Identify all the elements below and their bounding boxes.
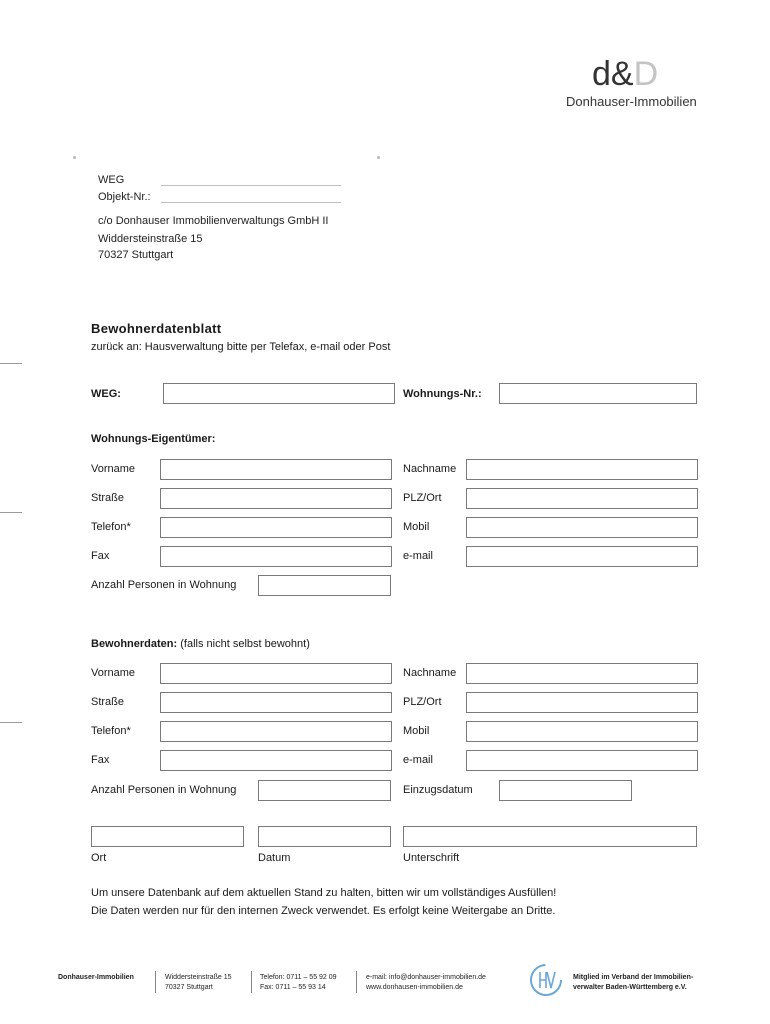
unterschrift-label: Unterschrift xyxy=(403,852,460,864)
eigentuemer-mobil-input[interactable] xyxy=(466,517,698,538)
bewohner-fax-input[interactable] xyxy=(160,750,392,771)
eigentuemer-fax-label: Fax xyxy=(91,550,110,562)
eigentuemer-vorname-input[interactable] xyxy=(160,459,392,480)
note-line-2: Die Daten werden nur für den internen Zweck verwendet. Es erfolgt keine Weitergabe an Dritte. xyxy=(91,905,556,917)
bewohner-plz-label: PLZ/Ort xyxy=(403,696,442,708)
bewohner-strasse-label: Straße xyxy=(91,696,125,708)
eigentuemer-email-label: e-mail xyxy=(403,550,433,562)
eigentuemer-personen-label: Anzahl Personen in Wohnung xyxy=(91,579,237,591)
address-line-1: c/o Donhauser Immobilienverwaltungs GmbH II xyxy=(98,215,329,227)
bewohner-email-label: e-mail xyxy=(403,754,433,766)
logo-letter-d: d xyxy=(592,55,611,93)
footer-address xyxy=(165,973,232,993)
weg-label: WEG: xyxy=(91,388,121,400)
footer-contact xyxy=(366,973,486,993)
address-objekt-line xyxy=(161,201,341,203)
footer-divider-3 xyxy=(356,971,357,993)
bewohner-nachname-input[interactable] xyxy=(466,663,698,684)
bewohner-email-input[interactable] xyxy=(466,750,698,771)
bewohner-vorname-label: Vorname xyxy=(91,667,136,679)
page-title: Bewohnerdatenblatt xyxy=(91,321,222,336)
address-line-2: Widdersteinstraße 15 xyxy=(98,233,203,245)
eigentuemer-strasse-input[interactable] xyxy=(160,488,392,509)
eigentuemer-personen-input[interactable] xyxy=(258,575,391,596)
wohnungs-nr-input[interactable] xyxy=(499,383,697,404)
bewohner-telefon-label: Telefon* xyxy=(91,725,131,737)
envelope-window-mark-left xyxy=(73,156,76,159)
eigentuemer-nachname-input[interactable] xyxy=(466,459,698,480)
bewohner-einzug-input[interactable] xyxy=(499,780,632,801)
bewohner-heading-title: Bewohnerdaten: xyxy=(91,638,178,650)
footer-street: Widdersteinstraße 15 xyxy=(165,974,232,981)
bewohner-heading-note: (falls nicht selbst bewohnt) xyxy=(180,638,310,650)
bewohner-telefon-input[interactable] xyxy=(160,721,392,742)
fold-mark-middle xyxy=(0,512,22,513)
ort-label: Ort xyxy=(91,852,107,864)
company-logo-mark xyxy=(592,54,658,94)
footer-email[interactable]: e-mail: info@donhauser-immobilien.de xyxy=(366,974,486,981)
bewohner-heading xyxy=(91,638,310,650)
eigentuemer-nachname-label: Nachname xyxy=(403,463,457,475)
company-name: Donhauser-Immobilien xyxy=(566,94,697,109)
footer-member-line-2: verwalter Baden-Württemberg e.V. xyxy=(573,984,687,991)
address-weg-label: WEG xyxy=(98,174,125,186)
footer-membership xyxy=(573,973,693,993)
bewohner-mobil-label: Mobil xyxy=(403,725,430,737)
fold-mark-top xyxy=(0,363,22,364)
eigentuemer-plz-label: PLZ/Ort xyxy=(403,492,442,504)
address-weg-line xyxy=(161,184,341,186)
eigentuemer-fax-input[interactable] xyxy=(160,546,392,567)
logo-letter-d-light: D xyxy=(633,55,659,93)
envelope-window-mark-right xyxy=(377,156,380,159)
logo-ampersand: & xyxy=(610,55,634,93)
eigentuemer-vorname-label: Vorname xyxy=(91,463,136,475)
bewohner-nachname-label: Nachname xyxy=(403,667,457,679)
footer-company: Donhauser-Immobilien xyxy=(58,974,134,981)
bewohner-fax-label: Fax xyxy=(91,754,110,766)
eigentuemer-strasse-label: Straße xyxy=(91,492,125,504)
address-line-3: 70327 Stuttgart xyxy=(98,249,174,261)
footer-phone-fax xyxy=(260,973,337,993)
eigentuemer-mobil-label: Mobil xyxy=(403,521,430,533)
wohnungs-nr-label: Wohnungs-Nr.: xyxy=(403,388,482,400)
footer-divider-2 xyxy=(251,971,252,993)
eigentuemer-telefon-input[interactable] xyxy=(160,517,392,538)
association-logo-icon xyxy=(529,963,563,997)
bewohner-personen-input[interactable] xyxy=(258,780,391,801)
page-subtitle: zurück an: Hausverwaltung bitte per Telefax, e-mail oder Post xyxy=(91,341,391,353)
bewohner-personen-label: Anzahl Personen in Wohnung xyxy=(91,784,237,796)
footer-divider-1 xyxy=(155,971,156,993)
footer-fax: Fax: 0711 – 55 93 14 xyxy=(260,984,326,991)
fold-mark-bottom xyxy=(0,722,22,723)
footer-member-line-1: Mitglied im Verband der Immobilien- xyxy=(573,974,694,981)
datum-input[interactable] xyxy=(258,826,391,847)
eigentuemer-plz-input[interactable] xyxy=(466,488,698,509)
note-line-1: Um unsere Datenbank auf dem aktuellen Stand zu halten, bitten wir um vollständiges Ausfüllen! xyxy=(91,887,557,899)
weg-input[interactable] xyxy=(163,383,395,404)
footer-phone: Telefon: 0711 – 55 92 09 xyxy=(260,974,337,981)
eigentuemer-email-input[interactable] xyxy=(466,546,698,567)
footer-web[interactable]: www.donhausen-immobilien.de xyxy=(366,984,463,991)
bewohner-plz-input[interactable] xyxy=(466,692,698,713)
bewohner-einzug-label: Einzugsdatum xyxy=(403,784,473,796)
unterschrift-input[interactable] xyxy=(403,826,697,847)
eigentuemer-heading: Wohnungs-Eigentümer: xyxy=(91,433,216,445)
bewohner-vorname-input[interactable] xyxy=(160,663,392,684)
bewohner-strasse-input[interactable] xyxy=(160,692,392,713)
datum-label: Datum xyxy=(258,852,291,864)
address-objekt-label: Objekt-Nr.: xyxy=(98,191,151,203)
footer-city: 70327 Stuttgart xyxy=(165,984,213,991)
eigentuemer-telefon-label: Telefon* xyxy=(91,521,131,533)
ort-input[interactable] xyxy=(91,826,244,847)
bewohner-mobil-input[interactable] xyxy=(466,721,698,742)
